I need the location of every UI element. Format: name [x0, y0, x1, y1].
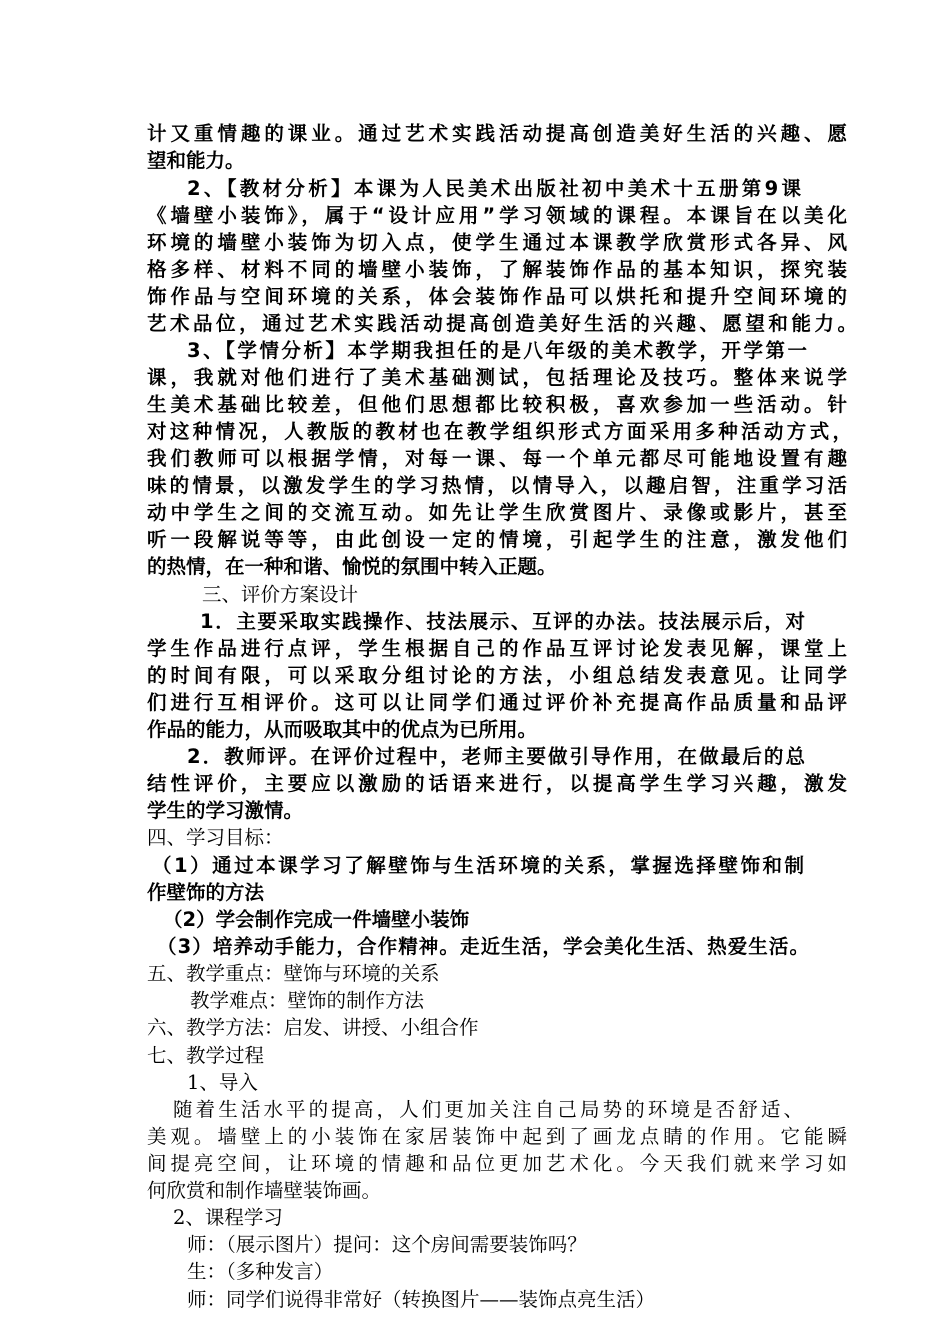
section-heading-textbook-analysis: 2、【教材分析】本课为人民美术出版社初中美术十五册第9课 — [187, 177, 801, 200]
text-line: 结性评价，主要应以激励的话语来进行，以提高学生学习兴趣，激发 — [147, 772, 847, 795]
text-line: 美观。墙壁上的小装饰在家居装饰中起到了画龙点睛的作用。它能瞬 — [147, 1125, 847, 1148]
subheading-course-study: 2、课程学习 — [173, 1206, 283, 1229]
section-heading-methods: 六、教学方法：启发、讲授、小组合作 — [147, 1016, 479, 1039]
text-line: 2．教师评。在评价过程中，老师主要做引导作用，在做最后的总 — [187, 745, 805, 768]
goal-item: （1）通过本课学习了解壁饰与生活环境的关系，掌握选择壁饰和制 — [152, 854, 804, 877]
dialogue-line: 师：（展示图片）提问：这个房间需要装饰吗？ — [187, 1233, 587, 1256]
text-line: 饰作品与空间环境的关系，体会装饰作品可以烘托和提升空间环境的 — [147, 285, 847, 308]
text-line: 课，我就对他们进行了美术基础测试，包括理论及技巧。整体来说学 — [147, 366, 847, 389]
text-line: 随着生活水平的提高，人们更加关注自己局势的环境是否舒适、 — [173, 1098, 803, 1121]
text-line: 环境的墙壁小装饰为切入点，使学生通过本课教学欣赏形式各异、风 — [147, 231, 847, 254]
section-heading-student-analysis: 3、【学情分析】本学期我担任的是八年级的美术教学，开学第一 — [187, 339, 807, 362]
dialogue-line: 生：（多种发言） — [187, 1260, 334, 1283]
text-line: 《墙壁小装饰》，属于“设计应用”学习领域的课程。本课旨在以美化 — [147, 204, 847, 227]
text-line: 动中学生之间的交流互动。如先让学生欣赏图片、录像或影片，甚至 — [147, 501, 847, 524]
text-line: 1．主要采取实践操作、技法展示、互评的办法。技法展示后，对 — [200, 610, 805, 633]
text-line: 的时间有限，可以采取分组讨论的方法，小组总结发表意见。让同学 — [147, 664, 847, 687]
text-line: 学生的学习激情。 — [147, 799, 304, 822]
section-heading-process: 七、教学过程 — [147, 1044, 265, 1067]
text-line: 望和能力。 — [147, 149, 245, 172]
text-line: 格多样、材料不同的墙壁小装饰，了解装饰作品的基本知识，探究装 — [147, 258, 847, 281]
goal-item: 作壁饰的方法 — [147, 881, 265, 904]
text-line: 听一段解说等等，由此创设一定的情境，引起学生的注意，激发他们 — [147, 528, 847, 551]
text-line: 艺术品位，通过艺术实践活动提高创造美好生活的兴趣、愿望和能力。 — [147, 312, 857, 335]
text-line: 作品的能力，从而吸取其中的优点为已所用。 — [147, 718, 538, 741]
difficulty-line: 教学难点：壁饰的制作方法 — [190, 989, 425, 1012]
text-line: 的热情，在一种和谐、愉悦的氛围中转入正题。 — [147, 555, 557, 578]
text-line: 何欣赏和制作墙壁装饰画。 — [147, 1179, 382, 1202]
section-heading-learning-goals: 四、学习目标： — [147, 826, 284, 849]
section-heading-evaluation: 三、评价方案设计 — [202, 583, 359, 606]
text-line: 们进行互相评价。这可以让同学们通过评价补充提高作品质量和品评 — [147, 691, 847, 714]
subheading-intro: 1、导入 — [187, 1071, 258, 1094]
dialogue-line: 师：同学们说得非常好（转换图片——装饰点亮生活） — [187, 1288, 656, 1311]
text-line: 我们教师可以根据学情，对每一课、每一个单元都尽可能地设置有趣 — [147, 447, 847, 470]
goal-item: （3）培养动手能力，合作精神。走近生活，学会美化生活、热爱生活。 — [157, 935, 809, 958]
text-line: 味的情景，以激发学生的学习热情，以情导入，以趣启智，注重学习活 — [147, 474, 847, 497]
goal-item: （2）学会制作完成一件墙壁小装饰 — [163, 908, 470, 931]
text-line: 生美术基础比较差，但他们思想都比较积极，喜欢参加一些活动。针 — [147, 393, 847, 416]
text-line: 学生作品进行点评，学生根据自己的作品互评讨论发表见解，课堂上 — [147, 637, 847, 660]
text-line: 间提亮空间，让环境的情趣和品位更加艺术化。今天我们就来学习如 — [147, 1152, 847, 1175]
text-line: 计又重情趣的课业。通过艺术实践活动提高创造美好生活的兴趣、愿 — [147, 122, 847, 145]
section-heading-key-points: 五、教学重点：壁饰与环境的关系 — [147, 962, 440, 985]
text-line: 对这种情况，人教版的教材也在教学组织形式方面采用多种活动方式， — [147, 420, 852, 443]
